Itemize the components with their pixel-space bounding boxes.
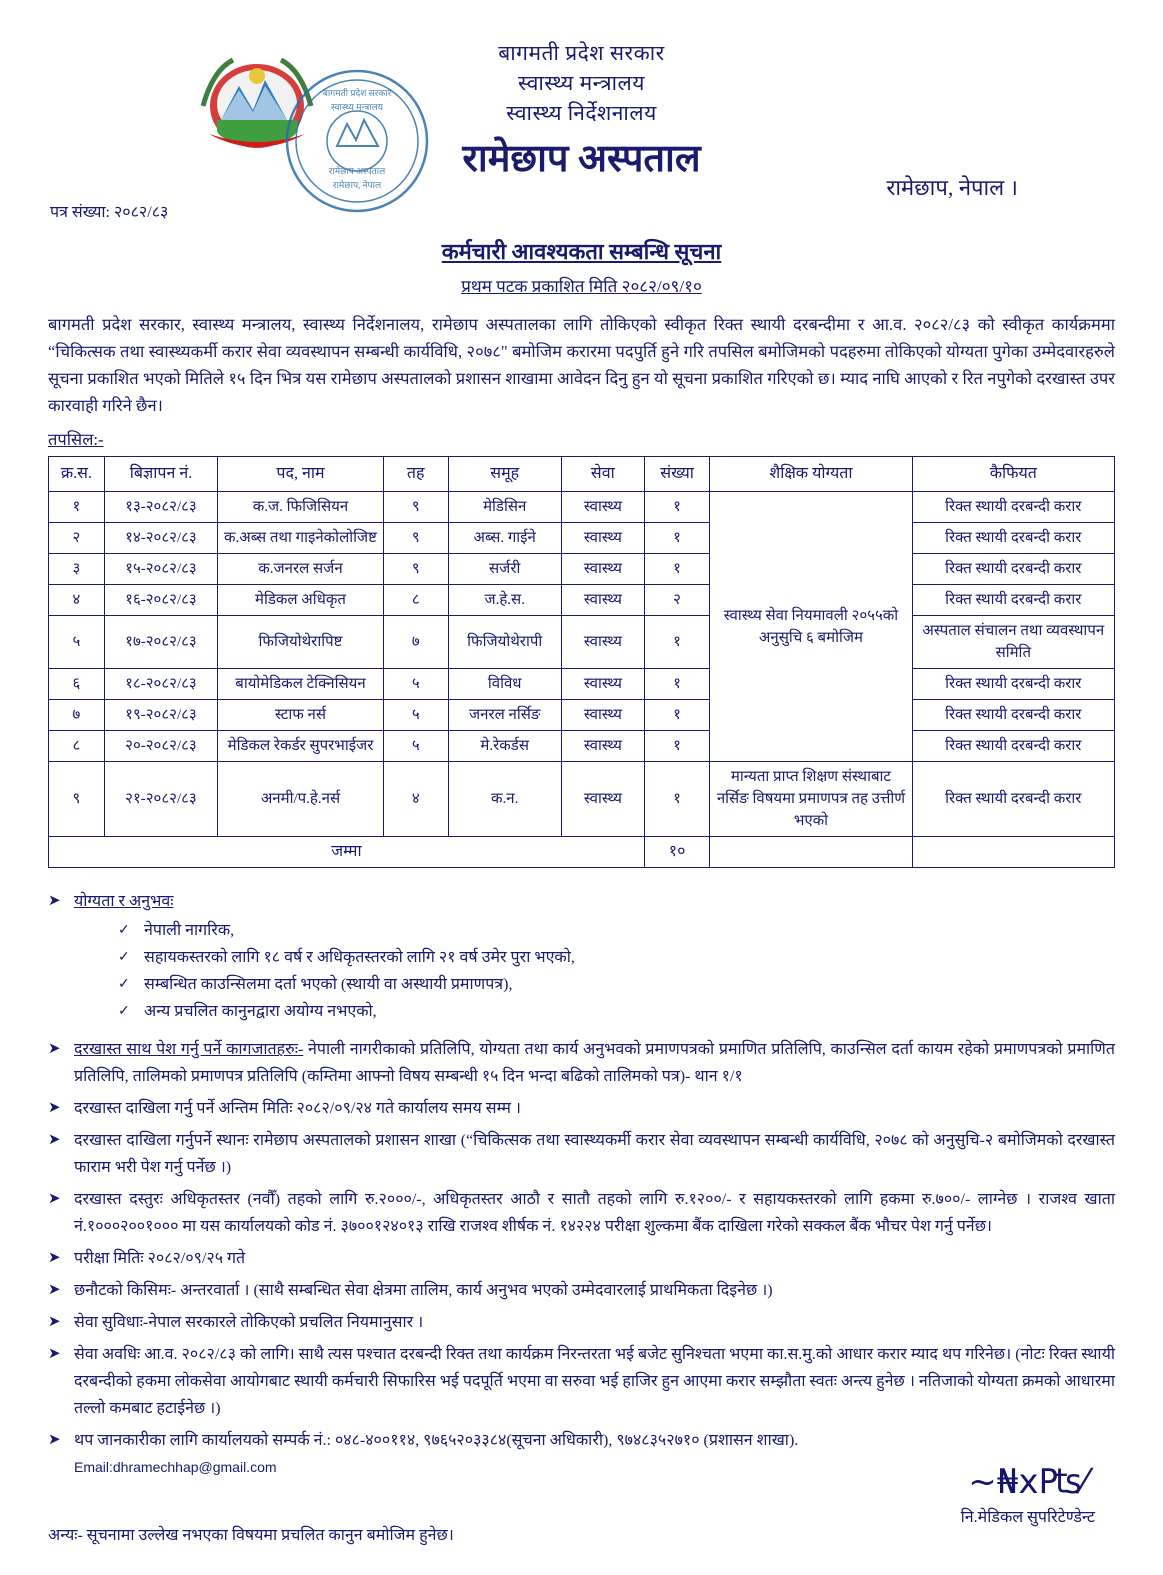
cell-sn: २	[49, 523, 105, 554]
document-header	[0, 0, 1163, 230]
cell-number: १	[644, 731, 709, 762]
table-row	[49, 523, 1115, 554]
sub-text: सहायकस्तरको लागि १८ वर्ष र अधिकृतस्तरको लागि २१ वर्ष उमेर पुरा भएको,	[144, 949, 575, 966]
th-ad-no: बिज्ञापन नं.	[104, 457, 217, 492]
sub-item	[118, 971, 1115, 998]
cell-sn: ७	[49, 700, 105, 731]
table-row	[49, 585, 1115, 616]
total-value: १०	[644, 837, 709, 868]
arrow-bullet-icon: ➤	[48, 1041, 61, 1057]
table-row	[49, 616, 1115, 669]
note-item	[48, 1186, 1115, 1240]
cell-post: अनमी/प.हे.नर्स	[218, 762, 384, 837]
publish-date: प्रथम पटक प्रकाशित मिति २०८२/०९/१०	[461, 277, 702, 296]
check-bullet-icon: ✓	[118, 950, 130, 965]
cell-remark: रिक्त स्थायी दरबन्दी करार	[912, 492, 1114, 523]
table-row	[49, 492, 1115, 523]
cell-service: स्वास्थ्य	[561, 492, 644, 523]
cell-level: ९	[383, 523, 448, 554]
check-bullet-icon: ✓	[118, 977, 130, 992]
svg-text:बागमती प्रदेश सरकार: बागमती प्रदेश सरकार	[322, 88, 392, 98]
table-row	[49, 700, 1115, 731]
cell-sn: ८	[49, 731, 105, 762]
cell-sn: ६	[49, 669, 105, 700]
cell-group: ज.हे.स.	[448, 585, 561, 616]
note-item	[48, 1095, 1115, 1122]
cell-post: क.ज. फिजिसियन	[218, 492, 384, 523]
letter-number: पत्र संख्या: २०८२/८३	[50, 204, 169, 221]
th-remark: कैफियत	[912, 457, 1114, 492]
svg-text:रामेछाप अस्पताल: रामेछाप अस्पताल	[328, 166, 386, 176]
cell-level: ८	[383, 585, 448, 616]
cell-group: अब्स. गाईने	[448, 523, 561, 554]
hospital-address: रामेछाप, नेपाल ।	[886, 175, 1018, 200]
check-bullet-icon: ✓	[118, 923, 130, 938]
cell-number: २	[644, 585, 709, 616]
cell-number: १	[644, 700, 709, 731]
cell-service: स्वास्थ्य	[561, 554, 644, 585]
table-row	[49, 669, 1115, 700]
table-header-row	[49, 457, 1115, 492]
sub-text: अन्य प्रचलित कानुनद्वारा अयोग्य नभएको,	[144, 1003, 377, 1020]
vacancy-table	[48, 456, 1115, 868]
arrow-bullet-icon: ➤	[48, 893, 61, 909]
sub-item	[118, 998, 1115, 1025]
th-service: सेवा	[561, 457, 644, 492]
cell-group: जनरल नर्सिङ	[448, 700, 561, 731]
note-item	[48, 1245, 1115, 1272]
cell-group: मे.रेकर्डस	[448, 731, 561, 762]
cell-ad: १६-२०८२/८३	[104, 585, 217, 616]
cell-sn: १	[49, 492, 105, 523]
note-text: दरखास्त दाखिला गर्नु पर्ने अन्तिम मितिः २०८२/०९/२४ गते कार्यालय समय सम्म ।	[74, 1100, 521, 1117]
note-item	[48, 1127, 1115, 1181]
total-blank-qual	[710, 837, 912, 868]
page-title: कर्मचारी आवश्यकता सम्बन्धि सूचना	[441, 239, 722, 264]
cell-post: स्टाफ नर्स	[218, 700, 384, 731]
cell-remark: रिक्त स्थायी दरबन्दी करार	[912, 731, 1114, 762]
cell-level: ९	[383, 492, 448, 523]
cell-sn: ४	[49, 585, 105, 616]
cell-ad: २०-२०८२/८३	[104, 731, 217, 762]
cell-sn: ९	[49, 762, 105, 837]
other-note: अन्यः- सूचनामा उल्लेख नभएका विषयमा प्रचलित कानुन बमोजिम हुनेछ।	[48, 1527, 454, 1544]
arrow-bullet-icon: ➤	[48, 1282, 61, 1298]
cell-remark: अस्पताल संचालन तथा व्यवस्थापन समिति	[912, 616, 1114, 669]
note-text: परीक्षा मितिः २०८२/०९/२५ गते	[74, 1250, 246, 1267]
note-text: छनौटको किसिमः- अन्तरवार्ता । (साथै सम्बन्धित सेवा क्षेत्रमा तालिम, कार्य अनुभव भएको उम्मेदवारलाई प्राथमिकता दिइनेछ ।)	[74, 1282, 773, 1299]
sub-text: नेपाली नागरिक,	[144, 922, 235, 939]
note-item	[48, 1427, 1115, 1481]
govt-line-2: स्वास्थ्य मन्त्रालय	[518, 71, 645, 95]
th-qualification: शैक्षिक योग्यता	[710, 457, 912, 492]
th-level: तह	[383, 457, 448, 492]
signature-block	[960, 1462, 1095, 1527]
note-text: दरखास्त दाखिला गर्नुपर्ने स्थानः रामेछाप अस्पतालको प्रशासन शाखा (“चिकित्सक तथा स्वास्थ्यकर्मी करार सेवा व्यवस्थापन सम्बन्धी कार्यविधि, २०७८ को अनुसुचि-२ बमोजिमको दरखास्त फाराम भरी पेश गर्नु पर्नेछ ।)	[74, 1132, 1115, 1176]
total-label: जम्मा	[49, 837, 645, 868]
arrow-bullet-icon: ➤	[48, 1346, 61, 1362]
cell-number: १	[644, 523, 709, 554]
cell-level: ५	[383, 700, 448, 731]
qualification-sublist	[118, 917, 1115, 1025]
cell-ad: १३-२०८२/८३	[104, 492, 217, 523]
cell-number: १	[644, 616, 709, 669]
note-item	[48, 1341, 1115, 1422]
arrow-bullet-icon: ➤	[48, 1314, 61, 1330]
cell-post: क.जनरल सर्जन	[218, 554, 384, 585]
note-text: थप जानकारीका लागि कार्यालयको सम्पर्क नं.: ०४८-४००११४, ९७६५२०३३८४(सूचना अधिकारी), ९७४८३५२७१० (प्रशासन शाखा).	[74, 1432, 799, 1449]
signature-scribble: ~₦x₧⁄	[968, 1462, 1088, 1502]
cell-group: फिजियोथेरापी	[448, 616, 561, 669]
th-post: पद, नाम	[218, 457, 384, 492]
cell-ad: १४-२०८२/८३	[104, 523, 217, 554]
cell-remark: रिक्त स्थायी दरबन्दी करार	[912, 523, 1114, 554]
th-number: संख्या	[644, 457, 709, 492]
note-item	[48, 1309, 1115, 1336]
table-row	[49, 762, 1115, 837]
th-sn: क्र.स.	[49, 457, 105, 492]
table-row	[49, 731, 1115, 762]
cell-level: ५	[383, 669, 448, 700]
note-text: सेवा अवधिः आ.व. २०८२/८३ को लागि। साथै त्यस पश्चात दरबन्दी रिक्त तथा कार्यक्रम निरन्तरता भई बजेट सुनिश्चता भएमा का.स.मु.को आधार करार म्याद थप गरिनेछ। (नोटः रिक्त स्थायी दरबन्दीको हकमा लोकसेवा आयोगबाट स्थायी कर्मचारी सिफारिस भई पदपूर्ति भएमा वा सरुवा भई हाजिर हुन आएमा करार सम्झौता स्वतः अन्त्य हुनेछ । नतिजाको योग्यता क्रमको आधारमा तल्लो कमबाट हटाईनेछ ।)	[74, 1346, 1115, 1417]
cell-level: ४	[383, 762, 448, 837]
sub-item	[118, 944, 1115, 971]
cell-sn: ३	[49, 554, 105, 585]
notes-list	[48, 888, 1115, 1481]
cell-ad: २१-२०८२/८३	[104, 762, 217, 837]
cell-service: स्वास्थ्य	[561, 585, 644, 616]
header-titles	[0, 38, 1163, 186]
signatory-title: नि.मेडिकल सुपरिटेण्डेन्ट	[960, 1509, 1095, 1526]
intro-paragraph: बागमती प्रदेश सरकार, स्वास्थ्य मन्त्रालय, स्वास्थ्य निर्देशनालय, रामेछाप अस्पतालका लागि तोकिएको स्वीकृत रिक्त स्थायी दरबन्दीमा र आ.व. २०८२/८३ को स्वीकृत कार्यक्रममा “चिकित्सक तथा स्वास्थ्यकर्मी करार सेवा व्यवस्थापन सम्बन्धी कार्यविधि, २०७८" बमोजिम करारमा पदपुर्ति हुने गरि तपसिल बमोजिमको पदहरुमा तोकिएको योग्यता पुगेका उम्मेदवारहरुले सूचना प्रकाशित भएको मितिले १५ दिन भित्र यस रामेछाप अस्पतालको प्रशासन शाखामा आवेदन दिनु हुन यो सूचना प्रकाशित गरिएको छ। म्याद नाघि आएको र रित नपुगेको दरखास्त उपर कारवाही गरिने छैन।	[48, 315, 1115, 415]
cell-ad: १८-२०८२/८३	[104, 669, 217, 700]
cell-level: ९	[383, 554, 448, 585]
sub-item	[118, 917, 1115, 944]
total-blank-remark	[912, 837, 1114, 868]
cell-post: क.अब्स तथा गाइनेकोलोजिष्ट	[218, 523, 384, 554]
svg-text:स्वास्थ्य मन्त्रालय: स्वास्थ्य मन्त्रालय	[330, 102, 384, 112]
cell-number: १	[644, 762, 709, 837]
cell-level: ५	[383, 731, 448, 762]
cell-service: स्वास्थ्य	[561, 731, 644, 762]
table-row	[49, 554, 1115, 585]
tapasil-label: तपसिल:-	[48, 430, 104, 449]
cell-service: स्वास्थ्य	[561, 700, 644, 731]
hospital-name: रामेछाप अस्पताल	[462, 138, 701, 180]
cell-number: १	[644, 554, 709, 585]
note-text: सेवा सुविधाः-नेपाल सरकारले तोकिएको प्रचलित नियमानुसार ।	[74, 1314, 424, 1331]
note-text: नेपाली नागरीकाको प्रतिलिपि, योग्यता तथा कार्य अनुभवको प्रमाणपत्रको प्रमाणित प्रतिलिपि, काउन्सिल दर्ता कायम रहेको प्रमाणपत्रको प्रमाणित प्रतिलिपि, तालिमको प्रमाणपत्र प्रतिलिपि (कम्तिमा आफ्नो विषय सम्बन्धी १५ दिन भन्दा बढिको तालिमको पत्र)- थान १/१	[74, 1041, 1115, 1085]
arrow-bullet-icon: ➤	[48, 1100, 61, 1116]
cell-number: १	[644, 492, 709, 523]
check-bullet-icon: ✓	[118, 1004, 130, 1019]
cell-group: सर्जरी	[448, 554, 561, 585]
cell-post: बायोमेडिकल टेक्निसियन	[218, 669, 384, 700]
cell-post: मेडिकल रेकर्डर सुपरभाईजर	[218, 731, 384, 762]
cell-qualification-merged: स्वास्थ्य सेवा नियमावली २०५५को अनुसुचि ६ बमोजिम	[710, 492, 912, 762]
arrow-bullet-icon: ➤	[48, 1432, 61, 1448]
cell-number: १	[644, 669, 709, 700]
arrow-bullet-icon: ➤	[48, 1191, 61, 1207]
cell-service: स्वास्थ्य	[561, 616, 644, 669]
svg-text:रामेछाप, नेपाल: रामेछाप, नेपाल	[332, 180, 382, 190]
arrow-bullet-icon: ➤	[48, 1132, 61, 1148]
cell-service: स्वास्थ्य	[561, 762, 644, 837]
cell-post: फिजियोथेरापिष्ट	[218, 616, 384, 669]
arrow-bullet-icon: ➤	[48, 1250, 61, 1266]
cell-ad: १५-२०८२/८३	[104, 554, 217, 585]
note-item	[48, 1036, 1115, 1090]
cell-remark: रिक्त स्थायी दरबन्दी करार	[912, 554, 1114, 585]
cell-remark: रिक्त स्थायी दरबन्दी करार	[912, 585, 1114, 616]
notice-title-block	[0, 236, 1163, 297]
cell-ad: १९-२०८२/८३	[104, 700, 217, 731]
govt-line-3: स्वास्थ्य निर्देशनालय	[506, 101, 657, 125]
note-text: योग्यता र अनुभवः	[74, 893, 174, 910]
cell-remark: रिक्त स्थायी दरबन्दी करार	[912, 700, 1114, 731]
cell-remark: रिक्त स्थायी दरबन्दी करार	[912, 762, 1114, 837]
cell-group: विविध	[448, 669, 561, 700]
note-item	[48, 888, 1115, 1031]
cell-qualification-last: मान्यता प्राप्त शिक्षण संस्थाबाट नर्सिङ विषयमा प्रमाणपत्र तह उत्तीर्ण भएको	[710, 762, 912, 837]
cell-service: स्वास्थ्य	[561, 669, 644, 700]
sub-text: सम्बन्धित काउन्सिलमा दर्ता भएको (स्थायी वा अस्थायी प्रमाणपत्र),	[144, 976, 513, 993]
govt-line-1: बागमती प्रदेश सरकार	[498, 41, 665, 65]
note-text: दरखास्त दस्तुरः अधिकृतस्तर (नवौँ) तहको लागि रु.२०००/-, अधिकृतस्तर आठौ र सातौ तहको लागि रु.१२००/- र सहायकस्तरको लागि हकमा रु.७००/- लाग्नेछ । राजश्व खाता नं.१०००२००१००० मा यस कार्यालयको कोड नं. ३७००१२४०१३ राखि राजश्व शीर्षक नं. १४२२४ परीक्षा शुल्कमा बैंक दाखिला गरेको सक्कल बैंक भौचर पेश गर्नु पर्नेछ।	[74, 1191, 1115, 1235]
cell-level: ७	[383, 616, 448, 669]
cell-group: मेडिसिन	[448, 492, 561, 523]
cell-sn: ५	[49, 616, 105, 669]
table-total-row	[49, 837, 1115, 868]
note-heading: दरखास्त साथ पेश गर्नु पर्ने कागजातहरुः-	[74, 1041, 304, 1058]
cell-remark: रिक्त स्थायी दरबन्दी करार	[912, 669, 1114, 700]
contact-email[interactable]: Email:dhramechhap@gmail.com	[74, 1459, 277, 1475]
cell-service: स्वास्थ्य	[561, 523, 644, 554]
cell-post: मेडिकल अधिकृत	[218, 585, 384, 616]
note-item	[48, 1277, 1115, 1304]
cell-ad: १७-२०८२/८३	[104, 616, 217, 669]
cell-group: क.न.	[448, 762, 561, 837]
th-group: समूह	[448, 457, 561, 492]
